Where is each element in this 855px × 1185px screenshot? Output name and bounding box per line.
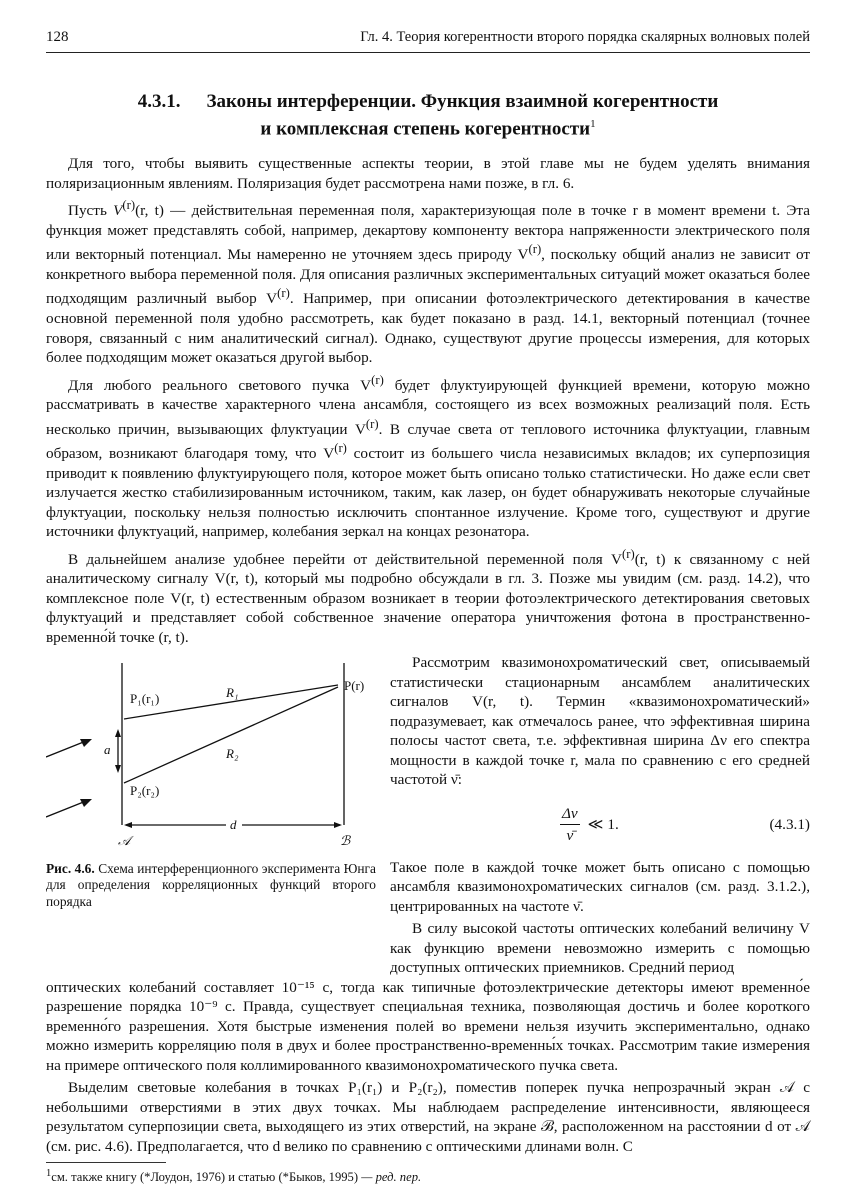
- footnote-editor-note: — ред. пер.: [361, 1170, 422, 1185]
- equation-relation: ≪ 1.: [587, 816, 619, 834]
- label-a: a: [104, 742, 111, 758]
- paragraph-1: Для того, чтобы выявить существенные аспекты теории, в этой главе мы не будем уделять внимания поляризационным явлениям. Поляризация будет рассмотрена нами позже, в гл. 6.: [46, 155, 810, 192]
- figure-column: [46, 653, 376, 978]
- page: [46, 28, 810, 1185]
- young-experiment-diagram: [46, 653, 376, 853]
- figure-caption: [46, 861, 376, 911]
- footnote-text: см. также книгу (*Лоудон, 1976) и статью (*Быков, 1995): [51, 1170, 359, 1185]
- figure-side-text: [390, 653, 810, 978]
- equation-4-3-1: [390, 804, 810, 846]
- paragraph-7-start: В силу высокой частоты оптических колебаний величину V как функцию времени невозможно измерить с помощью доступных оптических приемников. Средний период: [390, 920, 810, 977]
- paragraph-2: Пусть $V^{(r)}(r$, t) — действительная переменная поля, характеризующая поле в точке r в момент времени t. Эта функция может представлять собой, например, декартову компоненту вектора напряженности электрического поля или векторный потенциал. Мы намеренно не уточняем здесь природу $V^{(r)}$, поскольку общий анализ не зависит от конкретного выбора переменной поля. Для описания различных экспериментальных ситуаций может оказаться более подходящим различный выбор $V^{(r)}$. Например, при описании фотоэлектрического детектирования в качестве основной переменной поля удобно рассмотреть, как будет показано в разд. 14.1, векторный потенциал (точнее говоря, связанный с ним аналитический сигнал). Однако, существуют другие процессы измерения, для которых более подходящим может оказаться другой выбор.: [46, 198, 810, 367]
- body-text: [46, 154, 810, 1156]
- paragraph-4: В дальнейшем анализе удобнее перейти от действительной переменной поля $V^{(r)}(r$, t) к связанному с ней аналитическому сигналу V(r, t), который мы подробно обсуждали в гл. 3. Позже мы увидим (см. разд. 14.2), что комплексное поле V(r, t) естественным образом возникает в теории фотоэлектрического детектирования световых флуктуаций и представляет собой собственное значение оператора уничтожения фотона в пространственно-временно́й точке (r, t).: [46, 546, 810, 646]
- footnote-rule: [46, 1162, 166, 1163]
- running-title: Гл. 4. Теория когерентности второго порядка скалярных волновых полей: [360, 29, 810, 45]
- section-title-line2: и комплексная степень когерентности: [260, 118, 591, 140]
- section-heading: [46, 91, 810, 140]
- d-arrow-right: [334, 822, 342, 828]
- label-p1: P₁(r₁): [130, 691, 160, 707]
- figure-block: [46, 653, 810, 978]
- page-number: 128: [46, 29, 69, 45]
- caption-text: Схема интерференционного эксперимента Юнга для определения корреляционных функций второго порядка: [46, 860, 376, 909]
- incident-beam-upper: [46, 741, 86, 757]
- label-r1: R₁: [226, 685, 239, 701]
- paragraph-5: Рассмотрим квазимонохроматический свет, описываемый статистически стационарным ансамблем аналитических сигналов V(r, t). Термин «квазимонохроматический» подразумевает, как отмечалось ранее, что эффективная ширина полосы частот света, т.е. эффективная ширина Δν его спектра мощности в каждой точке r, мала по сравнению с его средней частотой ν̄:: [390, 654, 810, 789]
- label-p: P(r): [344, 678, 365, 694]
- paragraph-8: Выделим световые колебания в точках P₁(r₁) и P₂(r₂), поместив поперек пучка непрозрачный экран 𝒜 с небольшими отверстиями в этих двух точках. Мы наблюдаем распределение интенсивности, являющееся результатом суперпозиции света, выходящего из этих отверстий, на экране ℬ, расположенном на расстоянии d от 𝒜 (см. рис. 4.6). Предполагается, что d велико по сравнению с оптическими длинами волн. С: [46, 1079, 810, 1155]
- label-screen-b: ℬ: [340, 833, 351, 849]
- equation-numerator: Δν: [560, 804, 580, 826]
- label-p2: P₂(r₂): [130, 783, 160, 799]
- footnote-number: 1: [46, 1168, 52, 1180]
- incident-beam-lower: [46, 801, 86, 817]
- label-r2: R₂: [226, 746, 239, 762]
- equation-number: (4.3.1): [769, 816, 810, 834]
- equation-fraction: [560, 804, 580, 846]
- paragraph-7-continued: оптических колебаний составляет 10⁻¹⁵ с, тогда как типичные фотоэлектрические детекторы имеют временно́е разрешение порядка 10⁻⁹ с. Правда, существует специальная техника, позволяющая достичь и более короткого временно́го разрешения. Хотя быстрые изменения полей во времени нельзя изучить экспериментально, однако можно измерить корреляцию поля в двух и более пространственно-временны́х точках. Рассмотрим такие измерения на примере оптического поля коллимированного квазимонохроматического пучка света.: [46, 978, 810, 1074]
- label-screen-a: 𝒜: [118, 833, 131, 849]
- caption-label: Рис. 4.6.: [46, 860, 95, 876]
- a-arrow-down: [115, 765, 121, 773]
- footnote: [46, 1166, 810, 1185]
- running-header: [46, 28, 810, 53]
- section-title-line1: Законы интерференции. Функция взаимной когерентности: [206, 91, 719, 112]
- label-d: d: [230, 817, 237, 833]
- d-arrow-left: [124, 822, 132, 828]
- section-number: 4.3.1.: [137, 91, 181, 112]
- footnote-marker: 1: [590, 118, 596, 130]
- equation-denominator: ν̄: [566, 827, 574, 845]
- paragraph-3: Для любого реального светового пучка $V^{(r)}$ будет флуктуирующей функцией времени, которую можно рассматривать в качестве характерного члена ансамбля, состоящего из всех возможных реализаций поля. Есть несколько причин, вызывающих флуктуации $V^{(r)}$. В случае света от теплового источника флуктуации, главным образом, возникают благодаря тому, что $V^{(r)}$ состоит из большего числа независимых вкладов; их суперпозиция приводит к появлению флуктуирующего поля, которое может быть описано только статистически. Но даже если свет излучается жестко стабилизированным источником, таким, как лазер, он будет обнаруживать некоторые случайные флуктуации, поскольку нельзя полностью исключить спонтанное излучение. Кроме того, существуют и другие источники флуктуаций, например, колебания зеркал на концах резонатора.: [46, 372, 810, 541]
- paragraph-6: Такое поле в каждой точке может быть описано с помощью ансамбля квазимонохроматических сигналов (см. разд. 3.1.2.), центрированных на частоте ν̄.: [390, 858, 810, 915]
- a-arrow-up: [115, 729, 121, 737]
